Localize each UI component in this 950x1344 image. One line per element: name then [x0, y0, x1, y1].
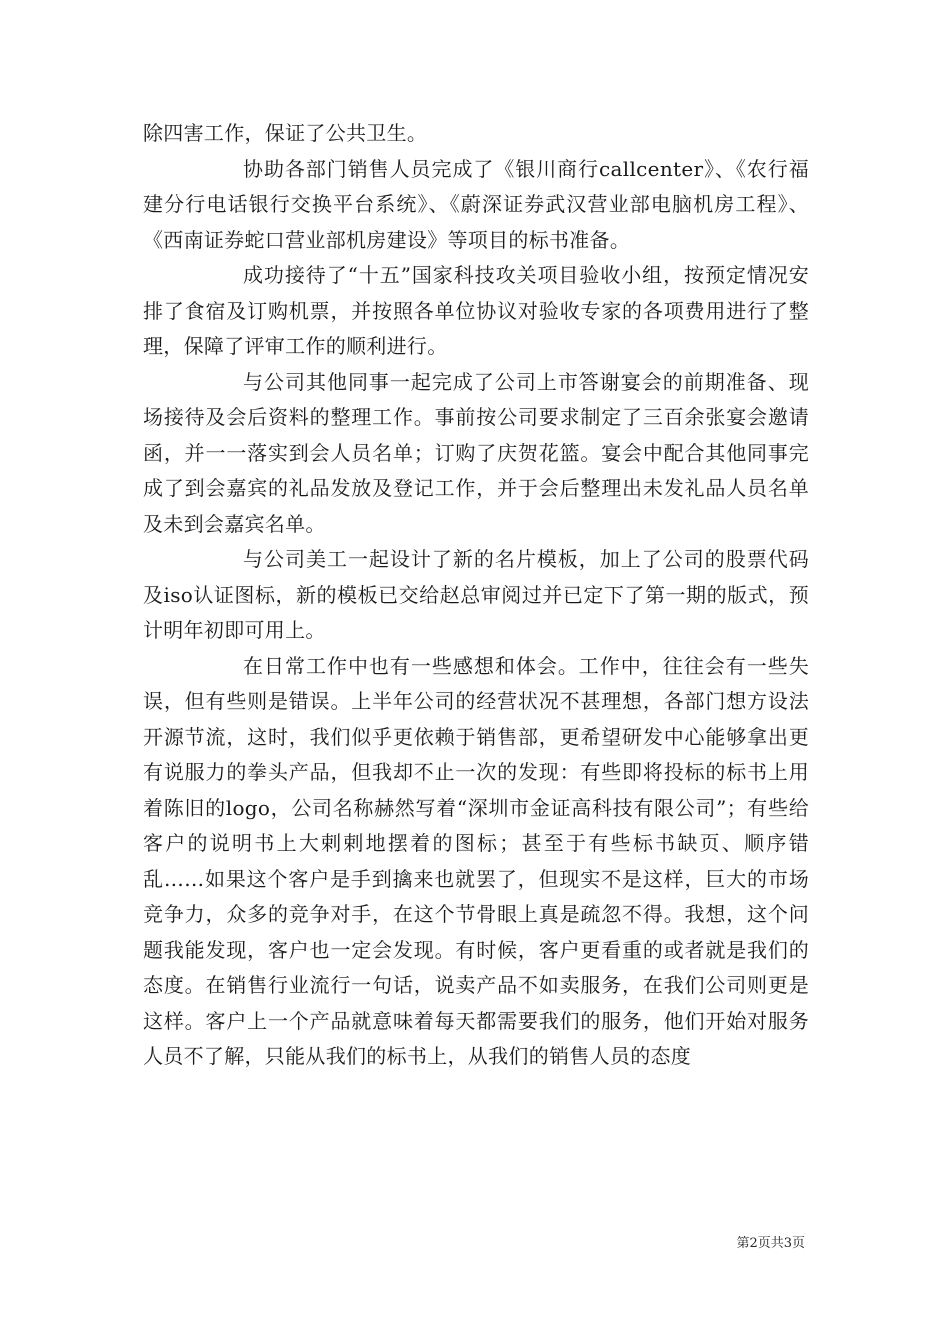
paragraph-2: 协助各部门销售人员完成了《银川商行callcenter》、《农行福建分行电话银行交换平台系统》、《蔚深证券武汉营业部电脑机房工程》、《西南证券蛇口营业部机房建设》等项目的标书准备。 — [143, 156, 809, 252]
paragraph-3: 成功接待了“十五”国家科技攻关项目验收小组，按预定情况安排了食宿及订购机票，并按照各单位协议对验收专家的各项费用进行了整理，保障了评审工作的顺利进行。 — [143, 263, 809, 358]
paragraph-6: 在日常工作中也有一些感想和体会。工作中，往往会有一些失误，但有些则是错误。上半年公司的经营状况不甚理想，各部门想方设法开源节流，这时，我们似乎更依赖于销售部，更希望研发中心能够拿出更有说服力的拳头产品，但我却不止一次的发现：有些即将投标的标书上用着陈旧的logo，公司名称赫然写着“深圳市金证高科技有限公司”；有些给客户的说明书上大剌剌地摆着的图标；甚至于有些标书缺页、顺序错乱……如果这个客户是手到擒来也就罢了，但现实不是这样，巨大的市场竞争力，众多的竞争对手，在这个节骨眼上真是疏忽不得。我想，这个问题我能发现，客户也一定会发现。有时候，客户更看重的或者就是我们的态度。在销售行业流行一句话，说卖产品不如卖服务，在我们公司则更是这样。客户上一个产品就意味着每天都需要我们的服务，他们开始对服务人员不了解，只能从我们的标书上，从我们的销售人员的态度 — [143, 653, 809, 1068]
paragraph-1: 除四害工作，保证了公共卫生。 — [143, 121, 428, 145]
page-number: 第2页共3页 — [736, 1236, 805, 1251]
paragraph-5: 与公司美工一起设计了新的名片模板，加上了公司的股票代码及iso认证图标，新的模板已交给赵总审阅过并已定下了第一期的版式，预计明年初即可用上。 — [143, 547, 809, 642]
paragraph-4: 与公司其他同事一起完成了公司上市答谢宴会的前期准备、现场接待及会后资料的整理工作。事前按公司要求制定了三百余张宴会邀请函，并一一落实到会人员名单；订购了庆贺花篮。宴会中配合其他同事完成了到会嘉宾的礼品发放及登记工作，并于会后整理出未发礼品人员名单及未到会嘉宾名单。 — [143, 369, 809, 536]
document-body — [143, 116, 809, 1075]
